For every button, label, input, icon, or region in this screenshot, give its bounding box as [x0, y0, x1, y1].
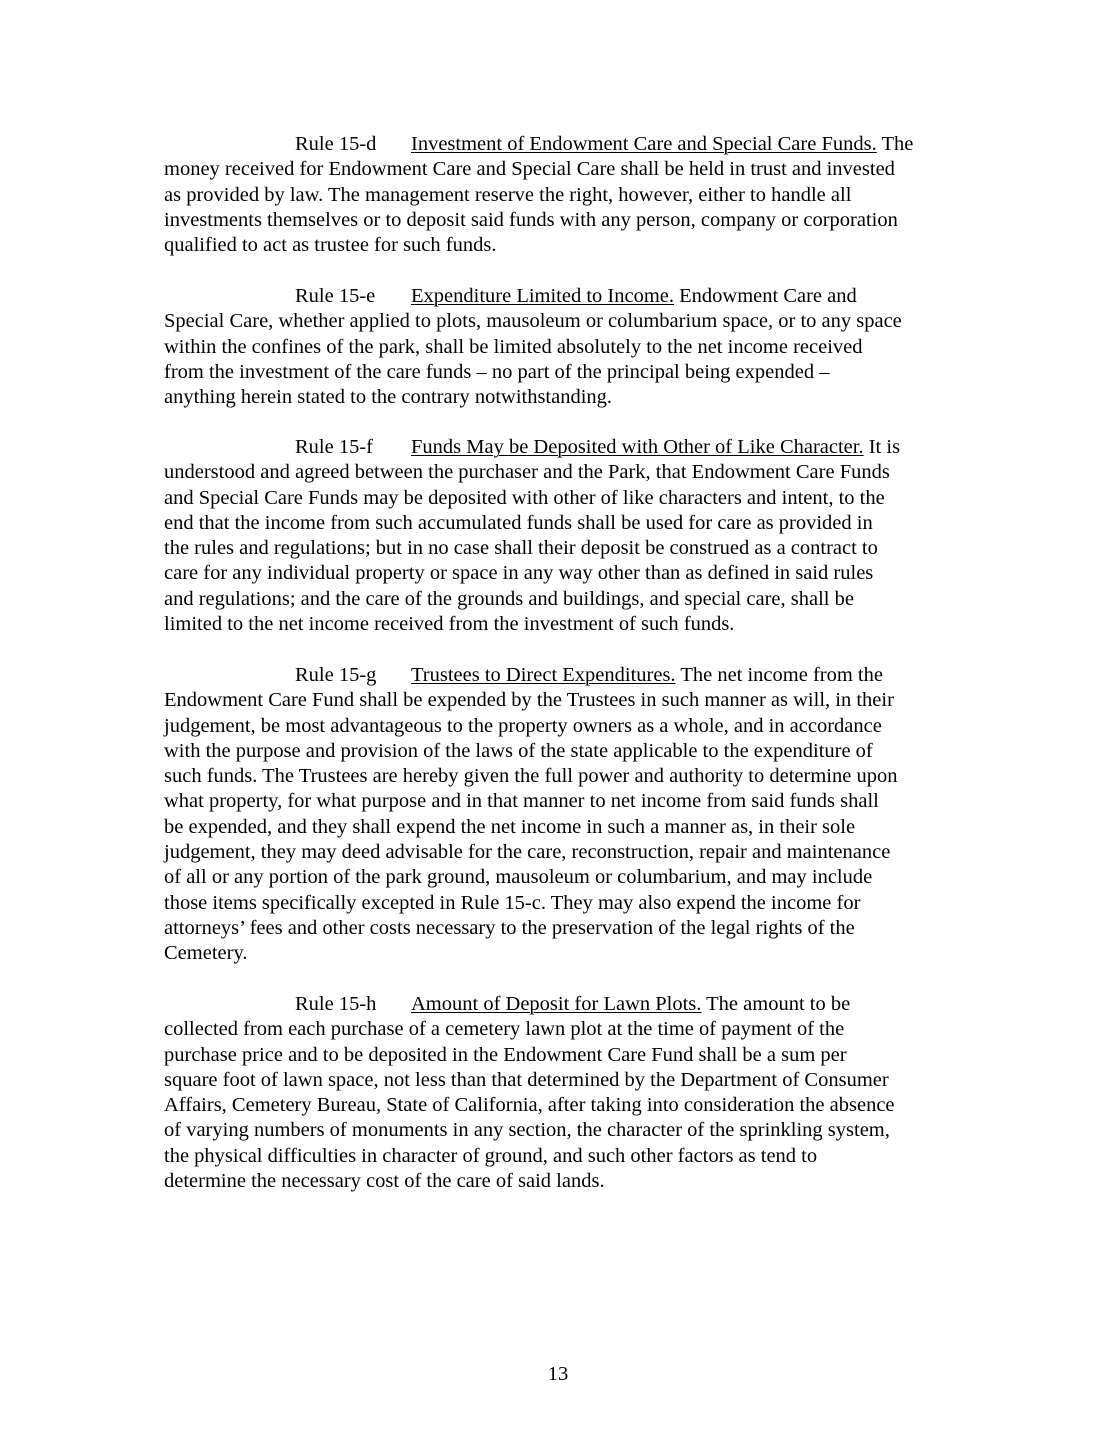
- rule-body-line: limited to the net income received from the investment of such funds.: [164, 613, 735, 636]
- rule-number: Rule 15-f: [295, 436, 373, 458]
- rule-heading: [164, 435, 960, 460]
- rule-15-g: [164, 663, 960, 967]
- rule-body-line: what property, for what purpose and in that manner to net income from said funds shall: [164, 790, 879, 813]
- rule-body-line: determine the necessary cost of the care of said lands.: [164, 1170, 605, 1193]
- rule-body-line: collected from each purchase of a cemetery lawn plot at the time of payment of the: [164, 1018, 845, 1041]
- rule-body-line: judgement, they may deed advisable for the care, reconstruction, repair and maintenance: [164, 841, 891, 864]
- rule-heading: [164, 663, 960, 688]
- rule-body-line: Special Care, whether applied to plots, mausoleum or columbarium space, or to any space: [164, 310, 902, 333]
- rule-body-line: Affairs, Cemetery Bureau, State of California, after taking into consideration the absence: [164, 1094, 895, 1117]
- rule-body-line: purchase price and to be deposited in the Endowment Care Fund shall be a sum per: [164, 1043, 847, 1066]
- rule-title: Amount of Deposit for Lawn Plots.: [411, 993, 702, 1015]
- rule-body-line: end that the income from such accumulated funds shall be used for care as provided in: [164, 511, 873, 534]
- rule-body-line: such funds. The Trustees are hereby given the full power and authority to determine upon: [164, 765, 898, 788]
- rule-title: Expenditure Limited to Income.: [411, 285, 675, 307]
- rule-body-line: and Special Care Funds may be deposited with other of like characters and intent, to the: [164, 486, 885, 509]
- rule-body-line: of varying numbers of monuments in any section, the character of the sprinkling system,: [164, 1119, 890, 1142]
- rule-body-line: be expended, and they shall expend the net income in such a manner as, in their sole: [164, 815, 856, 838]
- rule-number: Rule 15-d: [295, 133, 377, 155]
- rule-heading: [164, 992, 960, 1017]
- rule-15-e: [164, 284, 960, 410]
- rule-body-line: those items specifically excepted in Rule 15-c. They may also expend the income for: [164, 891, 861, 914]
- rule-body-line: investments themselves or to deposit said funds with any person, company or corporation: [164, 208, 898, 231]
- rule-body-line: judgement, be most advantageous to the property owners as a whole, and in accordance: [164, 714, 882, 737]
- rule-body-line: of all or any portion of the park ground, mausoleum or columbarium, and may include: [164, 866, 873, 889]
- rule-title: Trustees to Direct Expenditures.: [411, 664, 676, 686]
- rule-number: Rule 15-e: [295, 285, 376, 307]
- rule-body-line: and regulations; and the care of the grounds and buildings, and special care, shall be: [164, 587, 854, 610]
- rule-number: Rule 15-g: [295, 664, 377, 686]
- rule-15-h: [164, 992, 960, 1194]
- rule-body-line: Cemetery.: [164, 942, 248, 965]
- rule-title: Investment of Endowment Care and Special Care Funds.: [411, 133, 877, 155]
- rule-body-line: anything herein stated to the contrary notwithstanding.: [164, 386, 613, 409]
- rule-body-line: square foot of lawn space, not less than that determined by the Department of Consumer: [164, 1068, 889, 1091]
- rule-heading: [164, 284, 960, 309]
- rule-heading: [164, 132, 960, 157]
- rule-15-f: [164, 435, 960, 637]
- rule-heading-text: Endowment Care and: [674, 285, 857, 307]
- rule-body-line: as provided by law. The management reserve the right, however, either to handle all: [164, 183, 852, 206]
- rule-heading-text: The net income from the: [675, 664, 883, 686]
- rule-heading-text: The amount to be: [701, 993, 851, 1015]
- rule-body-line: Endowment Care Fund shall be expended by the Trustees in such manner as will, in their: [164, 689, 894, 712]
- rule-body-line: understood and agreed between the purchaser and the Park, that Endowment Care Funds: [164, 461, 890, 484]
- rule-body-line: money received for Endowment Care and Special Care shall be held in trust and invested: [164, 158, 895, 181]
- rule-body-line: qualified to act as trustee for such funds.: [164, 234, 497, 257]
- rule-body-line: attorneys’ fees and other costs necessary to the preservation of the legal rights of the: [164, 916, 855, 939]
- rule-body-line: the rules and regulations; but in no case shall their deposit be construed as a contract to: [164, 537, 878, 560]
- rule-body-line: with the purpose and provision of the laws of the state applicable to the expenditure of: [164, 739, 873, 762]
- rule-body-line: the physical difficulties in character of ground, and such other factors as tend to: [164, 1144, 818, 1167]
- rule-heading-text: It is: [863, 436, 901, 458]
- rule-number: Rule 15-h: [295, 993, 377, 1015]
- rule-body-line: care for any individual property or space in any way other than as defined in said rules: [164, 562, 874, 585]
- rule-body-line: from the investment of the care funds – no part of the principal being expended –: [164, 360, 830, 383]
- page-number: 13: [547, 1363, 569, 1385]
- rule-heading-text: The: [876, 133, 914, 155]
- rule-15-d: [164, 132, 960, 258]
- rule-title: Funds May be Deposited with Other of Like Character.: [411, 436, 864, 458]
- rule-body-line: within the confines of the park, shall be limited absolutely to the net income received: [164, 335, 863, 358]
